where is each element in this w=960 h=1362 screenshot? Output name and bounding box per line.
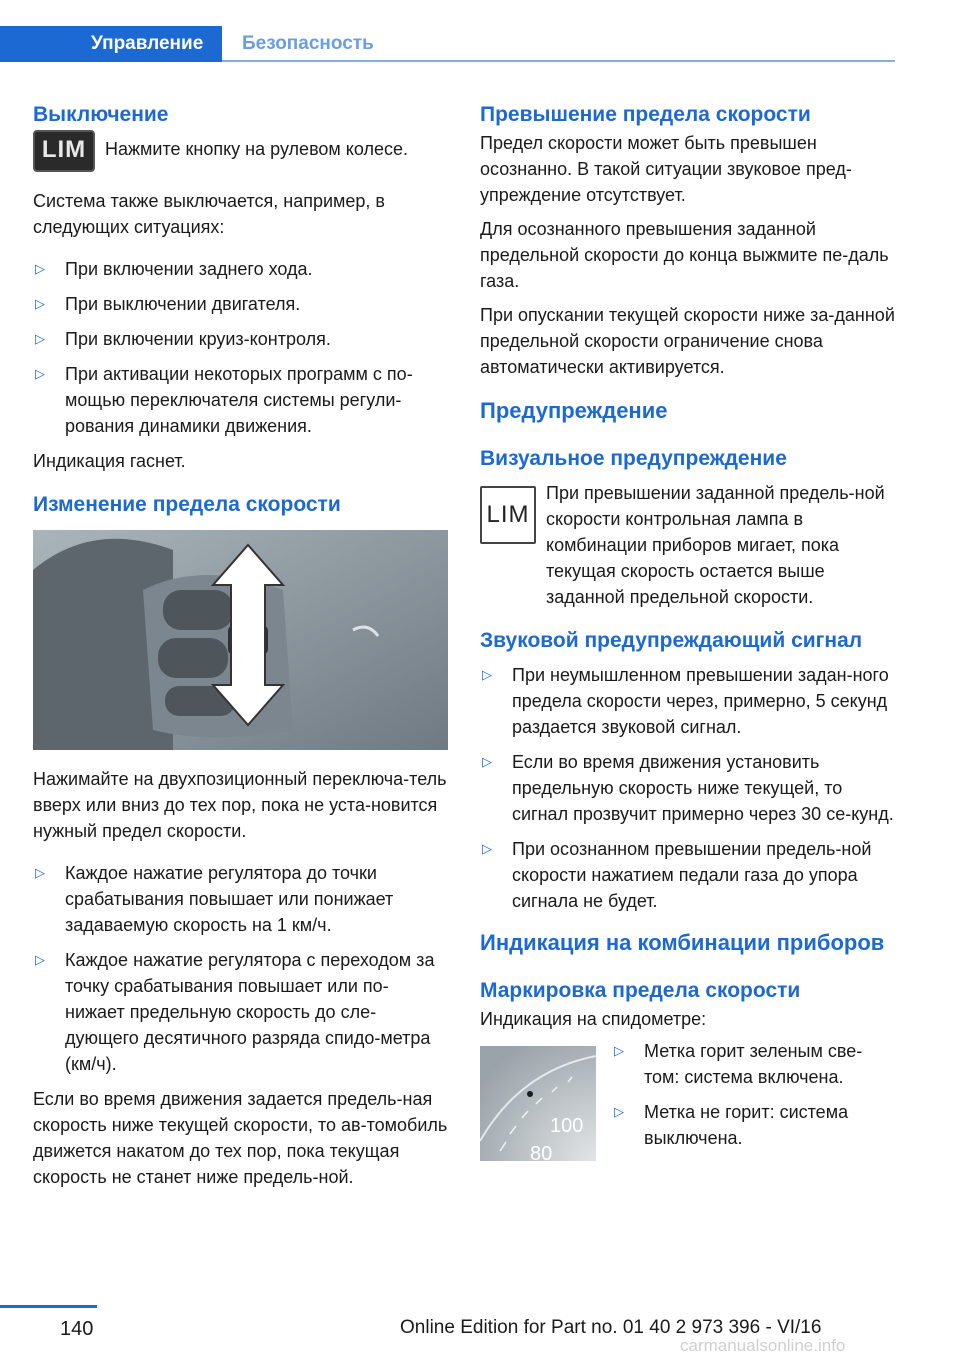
left-column [33, 100, 448, 1190]
indicator-off-text: Индикация гаснет. [33, 451, 186, 471]
triangle-bullet-icon: ▷ [35, 952, 45, 967]
switch-off-list [33, 256, 448, 439]
tab-control[interactable]: Управление [0, 26, 222, 62]
speedometer-row [480, 1038, 895, 1161]
triangle-bullet-icon: ▷ [482, 841, 492, 856]
triangle-bullet-icon: ▷ [35, 331, 45, 346]
heading-acoustic-signal: Звуковой предупреждающий сигнал [480, 629, 863, 652]
watermark: carmanualsonline.info [680, 1336, 846, 1355]
list-item: ▷ Каждое нажатие регулятора с переходом за точку срабатывания повышает или по-нижает предельную скорость до сле-дующего десятичного разряда спидо-метра (км/ч). [33, 947, 448, 1077]
heading-change-limit: Изменение предела скорости [33, 493, 341, 516]
lim-button-row [33, 130, 448, 172]
steering-wheel-switch-image [33, 530, 448, 750]
list-item: ▷ При включении заднего хода. [33, 256, 448, 282]
list-item: ▷ При включении круиз-контроля. [33, 326, 448, 352]
list-item: ▷ При активации некоторых программ с по-мощью переключателя системы регули-рования динамики движения. [33, 361, 448, 439]
triangle-bullet-icon: ▷ [35, 261, 45, 276]
visual-warning-row [480, 480, 895, 610]
page-number: 140 [60, 1318, 94, 1340]
acoustic-list [480, 662, 895, 914]
triangle-bullet-icon: ▷ [482, 667, 492, 682]
lim-indicator-icon: LIM [480, 486, 536, 544]
exceed-text-3: При опускании текущей скорости ниже за-данной предельной скорости ограничение снова автоматически активируется. [480, 305, 895, 377]
exceed-text-2: Для осознанного превышения заданной предельной скорости до конца выжмите пе-даль газа. [480, 219, 889, 291]
press-button-text: Нажмите кнопку на рулевом колесе. [105, 139, 409, 159]
speed-80-label: 80 [530, 1143, 553, 1161]
list-item: ▷ При осознанном превышении предель-ной скорости нажатием педали газа до упора сигнала не будет. [480, 836, 895, 914]
marking-list [612, 1038, 895, 1160]
speedometer-image [480, 1046, 596, 1161]
triangle-bullet-icon: ▷ [35, 366, 45, 381]
press-switch-text: Нажимайте на двухпозиционный переключа-тель вверх или вниз до тех пор, пока не уста-новится нужный предел скорости. [33, 769, 447, 841]
heading-switch-off: Выключение [33, 103, 169, 126]
triangle-bullet-icon: ▷ [35, 865, 45, 880]
system-off-intro: Система также выключается, например, в следующих ситуациях: [33, 191, 385, 237]
triangle-bullet-icon: ▷ [482, 754, 492, 769]
heading-visual-warning: Визуальное предупреждение [480, 447, 787, 470]
exceed-text-1: Предел скорости может быть превышен осознанно. В такой ситуации звуковое пред-упреждение отсутствует. [480, 133, 852, 205]
list-item: ▷ Метка не горит: система выключена. [612, 1099, 895, 1151]
header-rule [222, 60, 895, 62]
visual-warning-text: При превышении заданной предель-ной скорости контрольная лампа в комбинации приборов мигает, пока текущая скорость остается выше заданной предельной скорости. [546, 483, 885, 607]
speedo-intro: Индикация на спидометре: [480, 1009, 707, 1029]
list-item: ▷ Метка горит зеленым све-том: система включена. [612, 1038, 895, 1090]
list-item: ▷ При неумышленном превышении задан-ного предела скорости через, примерно, 5 секунд раздается звуковой сигнал. [480, 662, 895, 740]
triangle-bullet-icon: ▷ [35, 296, 45, 311]
change-limit-list [33, 860, 448, 1077]
coasting-text: Если во время движения задается предель-ная скорость ниже текущей скорости, то ав-томобиль движется накатом до тех пор, пока текущая скорость не станет ниже предель-ной. [33, 1089, 448, 1187]
page-header [0, 0, 960, 62]
triangle-bullet-icon: ▷ [614, 1104, 624, 1119]
lim-button-icon: LIM [33, 130, 95, 172]
heading-warning: Предупреждение [480, 398, 668, 423]
list-item: ▷ Если во время движения установить предельную скорость ниже текущей, то сигнал прозвучит примерно через 30 се-кунд. [480, 749, 895, 827]
heading-instrument-display: Индикация на комбинации приборов [480, 930, 885, 955]
edition-text: Online Edition for Part no. 01 40 2 973 396 - VI/16 [400, 1317, 822, 1338]
triangle-bullet-icon: ▷ [614, 1043, 624, 1058]
speed-100-label: 100 [550, 1115, 584, 1137]
right-column [480, 100, 895, 1161]
footer-rule [0, 1305, 97, 1308]
tab-safety[interactable]: Безопасность [242, 33, 374, 54]
list-item: ▷ Каждое нажатие регулятора до точки срабатывания повышает или понижает задаваемую скорость на 1 км/ч. [33, 860, 448, 938]
heading-exceed-limit: Превышение предела скорости [480, 103, 811, 126]
list-item: ▷ При выключении двигателя. [33, 291, 448, 317]
heading-limit-marking: Маркировка предела скорости [480, 979, 801, 1002]
